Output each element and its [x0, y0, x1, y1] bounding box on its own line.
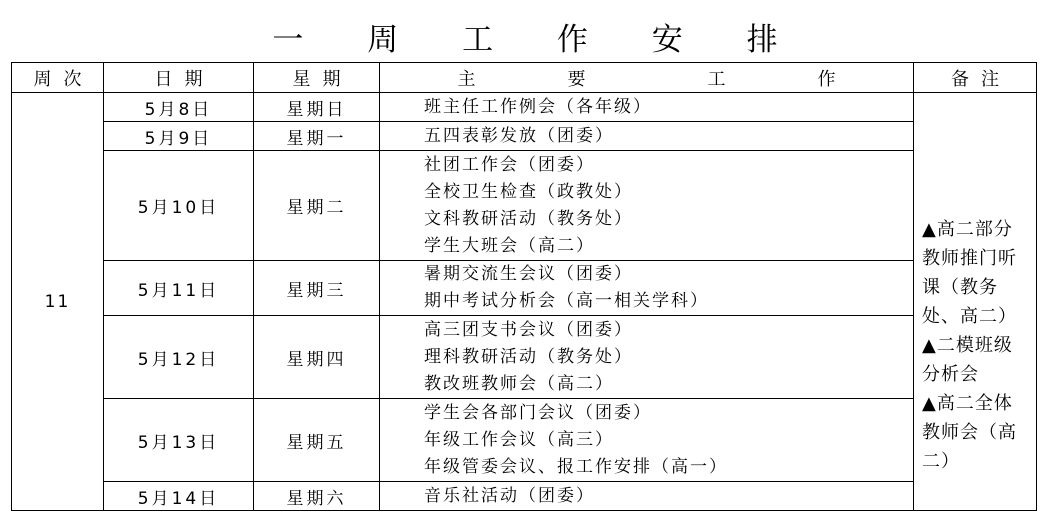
work-item: 教改班教师会（高二）: [424, 373, 614, 394]
weekday-cell: 星期四: [254, 316, 380, 399]
header-main-work-char: 工: [707, 68, 726, 90]
note-item: ▲高二全体教师会（高二）: [922, 393, 1017, 472]
table-row: [12, 399, 1037, 482]
header-row: [12, 63, 1037, 93]
weekday-cell: 星期日: [254, 93, 380, 122]
work-item: 学生大班会（高二）: [424, 235, 595, 256]
header-date: 日期: [104, 63, 254, 93]
work-cell: [380, 482, 914, 511]
work-cell: [380, 261, 914, 316]
date-cell: 5月12日: [104, 316, 254, 399]
work-item: 学生会各部门会议（团委）: [424, 402, 652, 423]
work-item: 五四表彰发放（团委）: [424, 125, 614, 146]
date-cell: 5月8日: [104, 93, 254, 122]
date-cell: 5月13日: [104, 399, 254, 482]
date-cell: 5月9日: [104, 122, 254, 151]
table-row: [12, 261, 1037, 316]
weekday-cell: 星期三: [254, 261, 380, 316]
notes-cell: [914, 93, 1037, 511]
work-cell: [380, 151, 914, 261]
work-cell: [380, 122, 914, 151]
weekly-schedule-table: [11, 62, 1037, 511]
header-main-work-char: 要: [567, 68, 586, 90]
work-cell: [380, 316, 914, 399]
table-row: [12, 93, 1037, 122]
work-item: 高三团支书会议（团委）: [424, 319, 633, 340]
page-title: 一 周 工 作 安 排: [272, 22, 805, 58]
header-notes: 备注: [914, 63, 1037, 93]
work-cell: [380, 93, 914, 122]
work-item: 文科教研活动（教务处）: [424, 208, 633, 229]
work-item: 社团工作会（团委）: [424, 154, 595, 175]
week-number: 11: [12, 93, 104, 511]
weekday-cell: 星期二: [254, 151, 380, 261]
note-item: ▲高二部分教师推门听课（教务处、高二）: [922, 219, 1017, 327]
work-item: 年级工作会议（高三）: [424, 429, 614, 450]
table-row: [12, 482, 1037, 511]
header-weekday: 星期: [254, 63, 380, 93]
header-main-work: [380, 63, 914, 93]
header-week: 周次: [12, 63, 104, 93]
work-item: 班主任工作例会（各年级）: [424, 96, 652, 117]
work-item: 音乐社活动（团委）: [424, 485, 595, 506]
work-cell: [380, 399, 914, 482]
date-cell: 5月11日: [104, 261, 254, 316]
work-item: 暑期交流生会议（团委）: [424, 264, 633, 284]
header-main-work-char: 主: [457, 68, 476, 90]
weekday-cell: 星期六: [254, 482, 380, 511]
date-cell: 5月14日: [104, 482, 254, 511]
work-item: 理科教研活动（教务处）: [424, 346, 633, 367]
table-row: [12, 316, 1037, 399]
note-item: ▲二模班级分析会: [922, 335, 1013, 385]
work-item: 年级管委会议、报工作安排（高一）: [424, 456, 728, 477]
table-row: [12, 122, 1037, 151]
work-item: 期中考试分析会（高一相关学科）: [424, 291, 709, 311]
work-item: 全校卫生检查（政教处）: [424, 181, 633, 202]
weekday-cell: 星期五: [254, 399, 380, 482]
table-row: [12, 151, 1037, 261]
weekday-cell: 星期一: [254, 122, 380, 151]
header-main-work-char: 作: [817, 68, 836, 90]
date-cell: 5月10日: [104, 151, 254, 261]
